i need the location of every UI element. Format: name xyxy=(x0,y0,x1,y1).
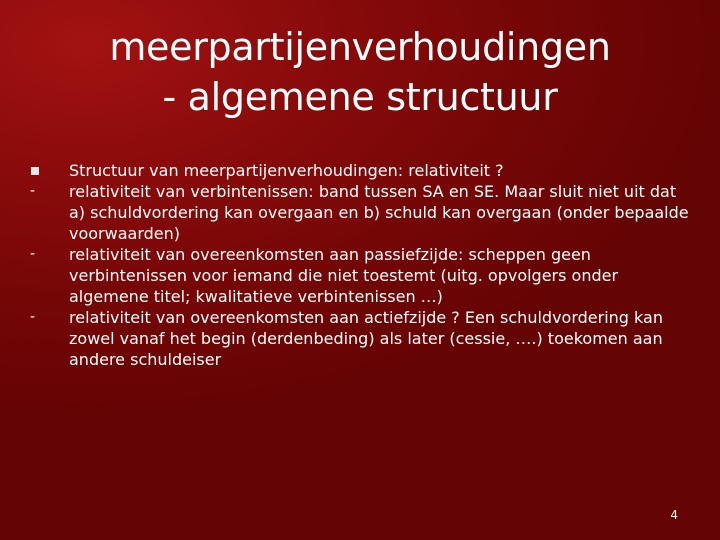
dash-bullet xyxy=(30,181,69,202)
slide-title-line-2: - algemene structuur xyxy=(162,75,558,119)
bullet-item-verbintenissen xyxy=(30,181,690,244)
dash-bullet xyxy=(30,307,69,328)
dash-bullet xyxy=(30,244,69,265)
dash-marker: - xyxy=(30,309,36,325)
bullet-item-structuur xyxy=(30,160,690,181)
square-bullet-icon xyxy=(30,160,69,181)
bullet-item-passiefzijde xyxy=(30,244,690,307)
dash-marker: - xyxy=(30,183,36,199)
bullet-item-actiefzijde xyxy=(30,307,690,370)
bullet-text: Structuur van meerpartijenverhoudingen: relativiteit ? xyxy=(69,161,504,180)
bullet-text: relativiteit van verbintenissen: band tussen SA en SE. Maar sluit niet uit dat a) schuldvordering kan overgaan en b) schuld kan overgaan (onder bepaalde voorwaarden) xyxy=(69,182,689,243)
bullet-list xyxy=(30,160,690,370)
bullet-text: relativiteit van overeenkomsten aan passiefzijde: scheppen geen verbintenissen voor iemand die niet toestemt (uitg. opvolgers onder algemene titel; kwalitatieve verbintenissen …) xyxy=(69,245,619,306)
bullet-text: relativiteit van overeenkomsten aan actiefzijde ? Een schuldvordering kan zowel vanaf het begin (derdenbeding) als later (cessie, ….) toekomen aan andere schuldeiser xyxy=(69,308,663,369)
slide-title xyxy=(40,22,680,122)
slide-title-line-1: meerpartijenverhoudingen xyxy=(109,25,611,69)
dash-marker: - xyxy=(30,246,36,262)
page-number: 4 xyxy=(670,508,678,522)
